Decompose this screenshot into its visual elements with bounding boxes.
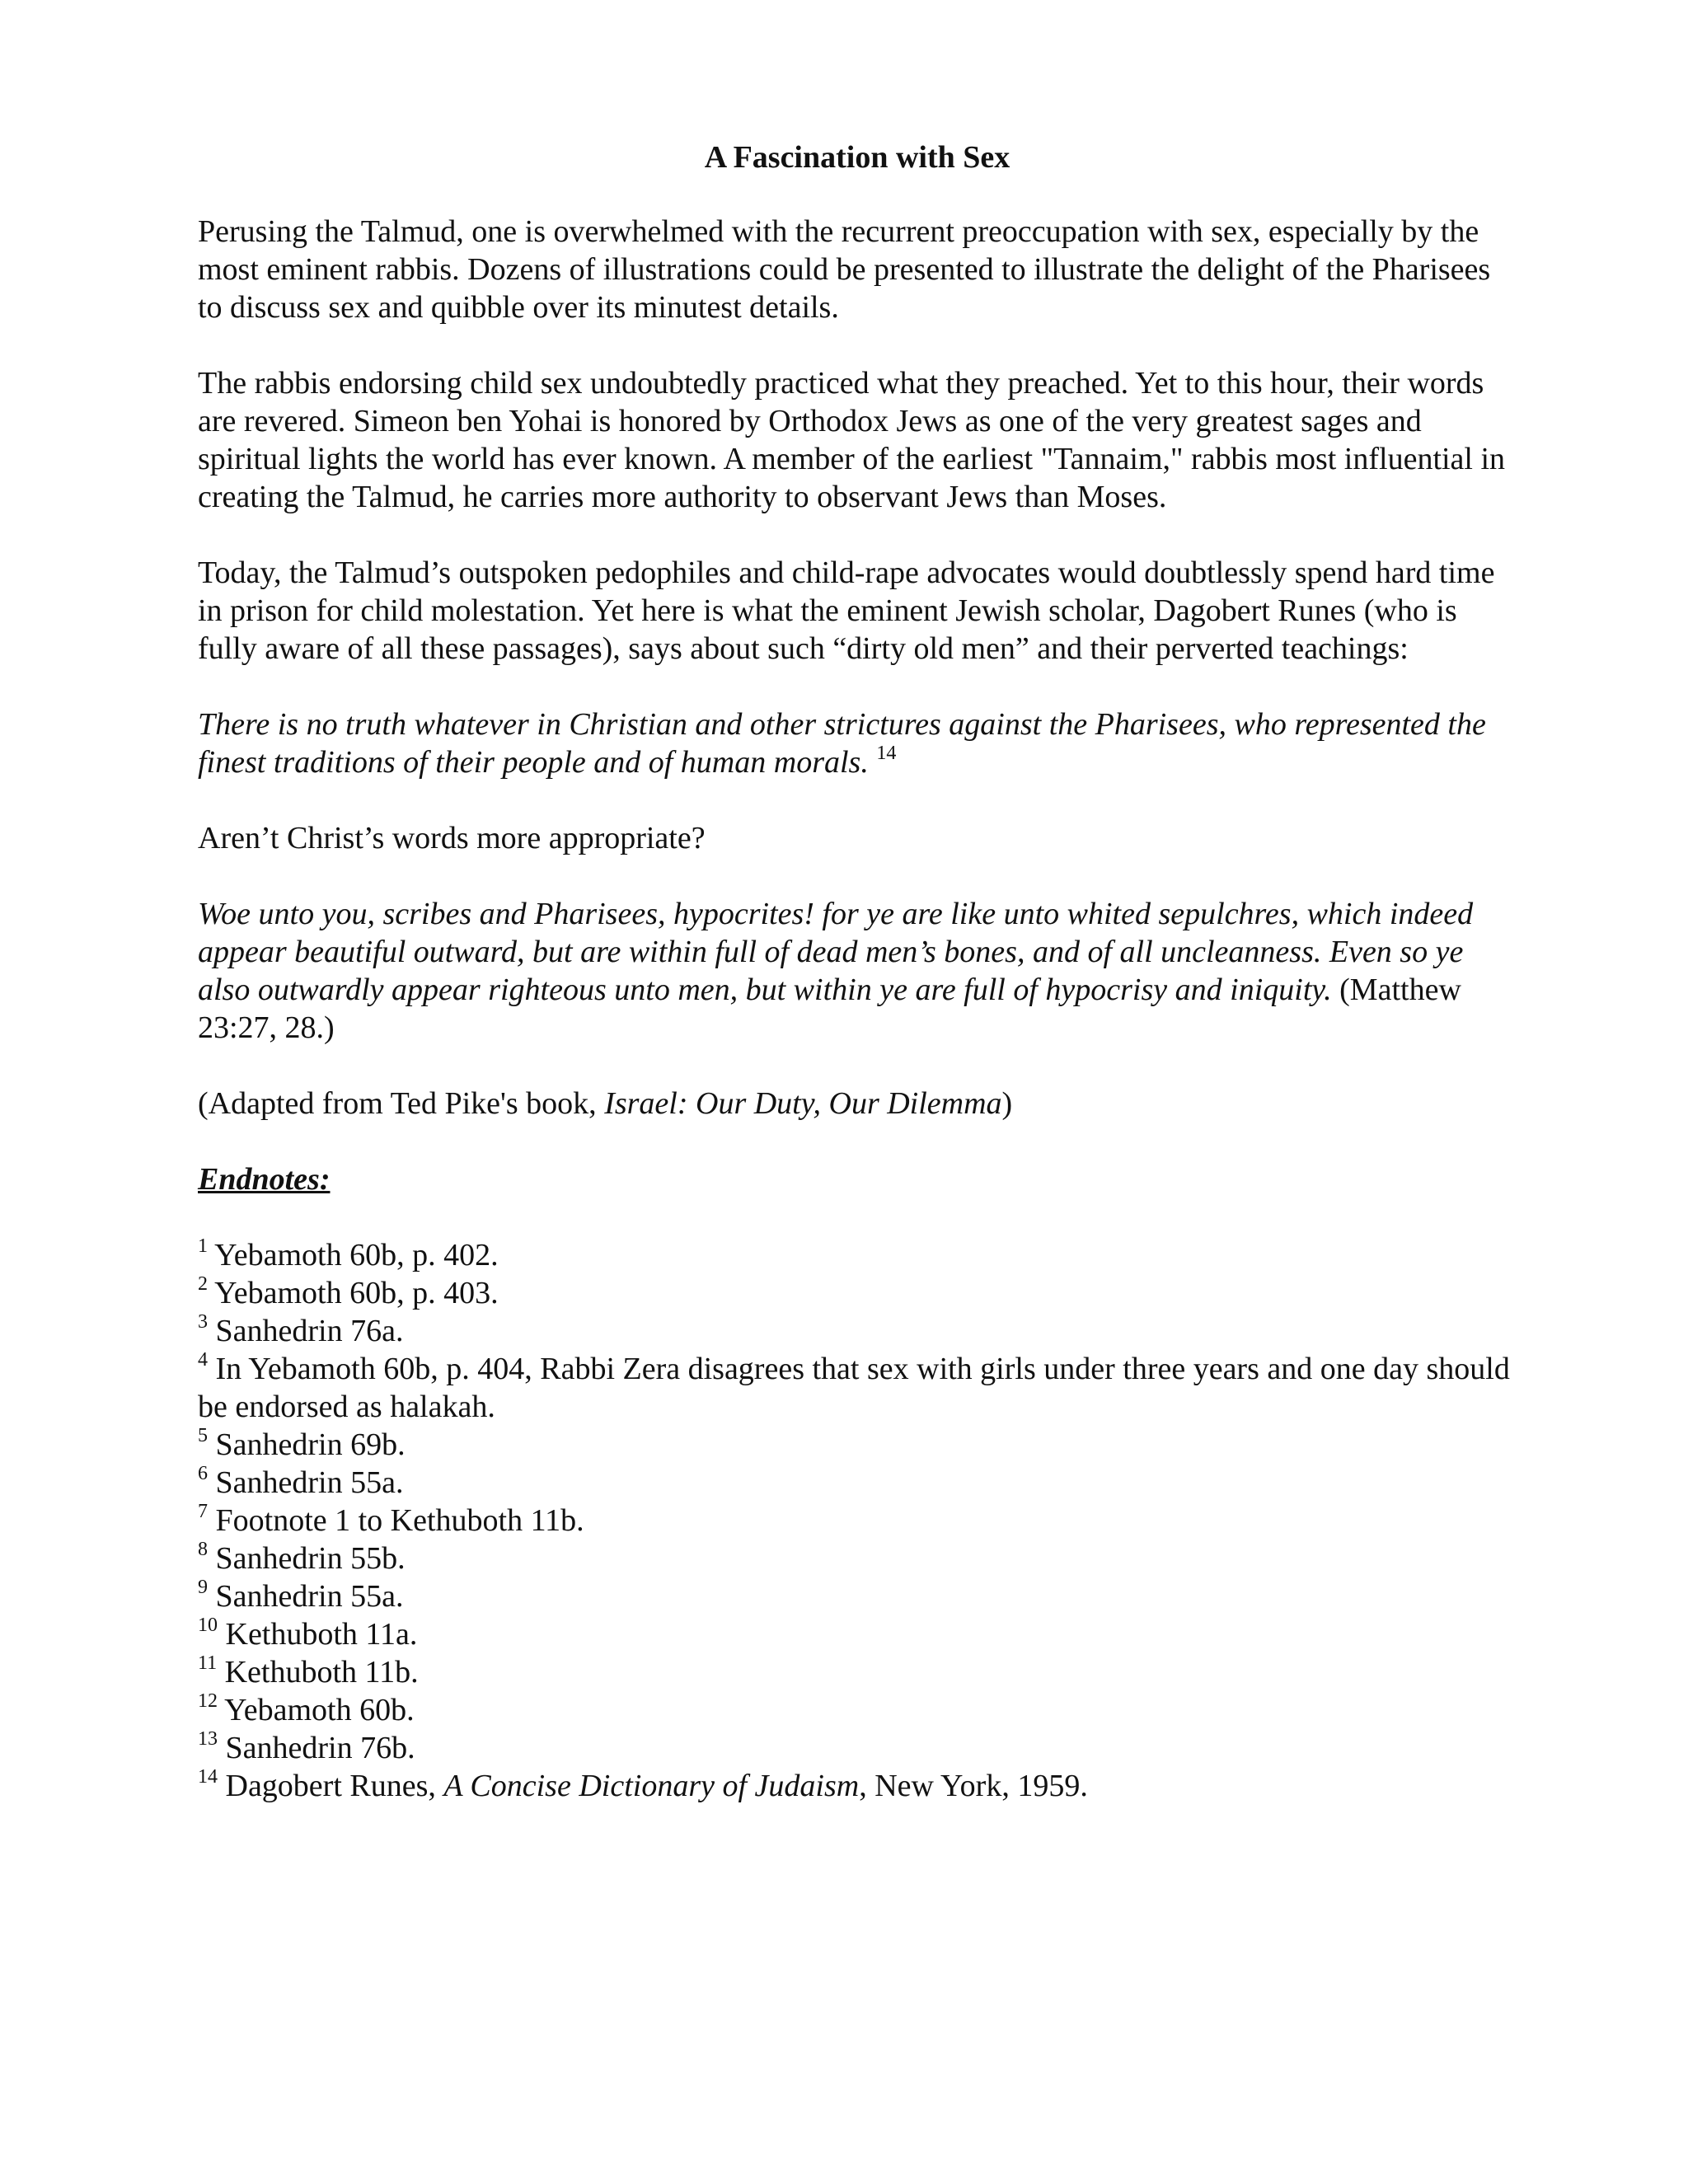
endnote-item [198, 1464, 1517, 1502]
quote-runes [198, 705, 1517, 781]
endnote-number: 10 [198, 1615, 218, 1636]
endnote-item [198, 1653, 1517, 1691]
endnote-text: Sanhedrin 76b. [218, 1731, 415, 1765]
endnote-number: 14 [198, 1766, 218, 1788]
endnote-item [198, 1691, 1517, 1729]
endnote-book-title: A Concise Dictionary of Judaism [443, 1769, 860, 1803]
endnote-number: 3 [198, 1311, 208, 1333]
quote-matthew [198, 895, 1517, 1047]
endnote-item [198, 1274, 1517, 1312]
endnote-text: Kethuboth 11b. [217, 1655, 419, 1690]
source-suffix: ) [1001, 1086, 1013, 1121]
endnote-number: 7 [198, 1501, 208, 1522]
endnote-number: 11 [198, 1652, 218, 1674]
endnote-number: 4 [198, 1349, 208, 1371]
paragraph-intro: Perusing the Talmud, one is overwhelmed with the recurrent preoccupation with sex, especially by the most eminent rabbis. Dozens of illustrations could be presented to illustrate the delight of the Pharisees to discuss sex and quibble over its minutest details. [198, 214, 1491, 325]
document-title: A Fascination with Sex [704, 140, 1010, 175]
endnote-text: In Yebamoth 60b, p. 404, Rabbi Zera disagrees that sex with girls under three years and one day should be endorsed as halakah. [198, 1352, 1510, 1424]
endnote-text: Dagobert Runes, [218, 1769, 444, 1803]
quote-matthew-text: Woe unto you, scribes and Pharisees, hypocrites! for ye are like unto whited sepulchres, which indeed appear beautiful outward, but are within full of dead men’s bones, and of all uncleanness. Even so ye also outwardly appear righteous unto men, but within ye are full of hypocrisy and iniquity. [198, 897, 1474, 1007]
source-note [198, 1085, 1517, 1122]
endnote-number: 6 [198, 1463, 208, 1484]
endnote-text: Footnote 1 to Kethuboth 11b. [208, 1503, 584, 1538]
endnote-number: 1 [198, 1235, 208, 1257]
endnote-number: 12 [198, 1690, 218, 1712]
endnote-item [198, 1540, 1517, 1577]
endnote-text: Sanhedrin 55a. [208, 1465, 404, 1500]
endnote-item [198, 1729, 1517, 1767]
quote-runes-text: There is no truth whatever in Christian and other strictures against the Pharisees, who represented the finest traditions of their people and of human morals. [198, 707, 1486, 780]
endnote-item [198, 1426, 1517, 1464]
endnote-text: Sanhedrin 55b. [208, 1541, 406, 1576]
endnotes-heading: Endnotes: [198, 1162, 331, 1197]
source-book-title: Israel: Our Duty, Our Dilemma [604, 1086, 1002, 1121]
endnote-number: 13 [198, 1728, 218, 1750]
endnote-item [198, 1767, 1517, 1805]
source-prefix: (Adapted from Ted Pike's book, [198, 1086, 605, 1121]
endnote-text: Yebamoth 60b, p. 402. [208, 1238, 499, 1272]
endnote-number: 8 [198, 1539, 208, 1560]
endnote-item [198, 1312, 1517, 1350]
quote-matthew-citation: (Matthew 23:27, 28.) [198, 972, 1461, 1045]
endnote-item [198, 1350, 1517, 1426]
paragraph-today: Today, the Talmud’s outspoken pedophiles and child-rape advocates would doubtlessly spend hard time in prison for child molestation. Yet here is what the eminent Jewish scholar, Dagobert Runes (who is fully aware of all these passages), says about such “dirty old men” and their perverted teachings: [198, 555, 1495, 666]
document-page [198, 138, 1517, 1805]
endnote-text: Yebamoth 60b, p. 403. [208, 1276, 499, 1310]
endnote-item [198, 1502, 1517, 1540]
endnotes-list [198, 1236, 1517, 1805]
endnote-number: 2 [198, 1273, 208, 1295]
paragraph-rabbis: The rabbis endorsing child sex undoubtedly practiced what they preached. Yet to this hour, their words are revered. Simeon ben Yohai is honored by Orthodox Jews as one of the very greatest sages and spiritual lights the world has ever known. A member of the earliest "Tannaim," rabbis most influential in creating the Talmud, he carries more authority to observant Jews than Moses. [198, 366, 1506, 514]
footnote-ref-14: 14 [876, 743, 897, 764]
endnote-text: Sanhedrin 69b. [208, 1427, 406, 1462]
paragraph-question: Aren’t Christ’s words more appropriate? [198, 821, 706, 855]
endnote-text: Kethuboth 11a. [218, 1617, 418, 1652]
endnote-item [198, 1236, 1517, 1274]
endnote-text-suffix: , New York, 1959. [859, 1769, 1088, 1803]
endnote-item [198, 1615, 1517, 1653]
endnote-text: Sanhedrin 55a. [208, 1579, 404, 1614]
endnote-text: Sanhedrin 76a. [208, 1314, 404, 1348]
endnote-text: Yebamoth 60b. [218, 1693, 415, 1727]
endnote-number: 5 [198, 1425, 208, 1446]
endnote-item [198, 1577, 1517, 1615]
endnote-number: 9 [198, 1577, 208, 1598]
